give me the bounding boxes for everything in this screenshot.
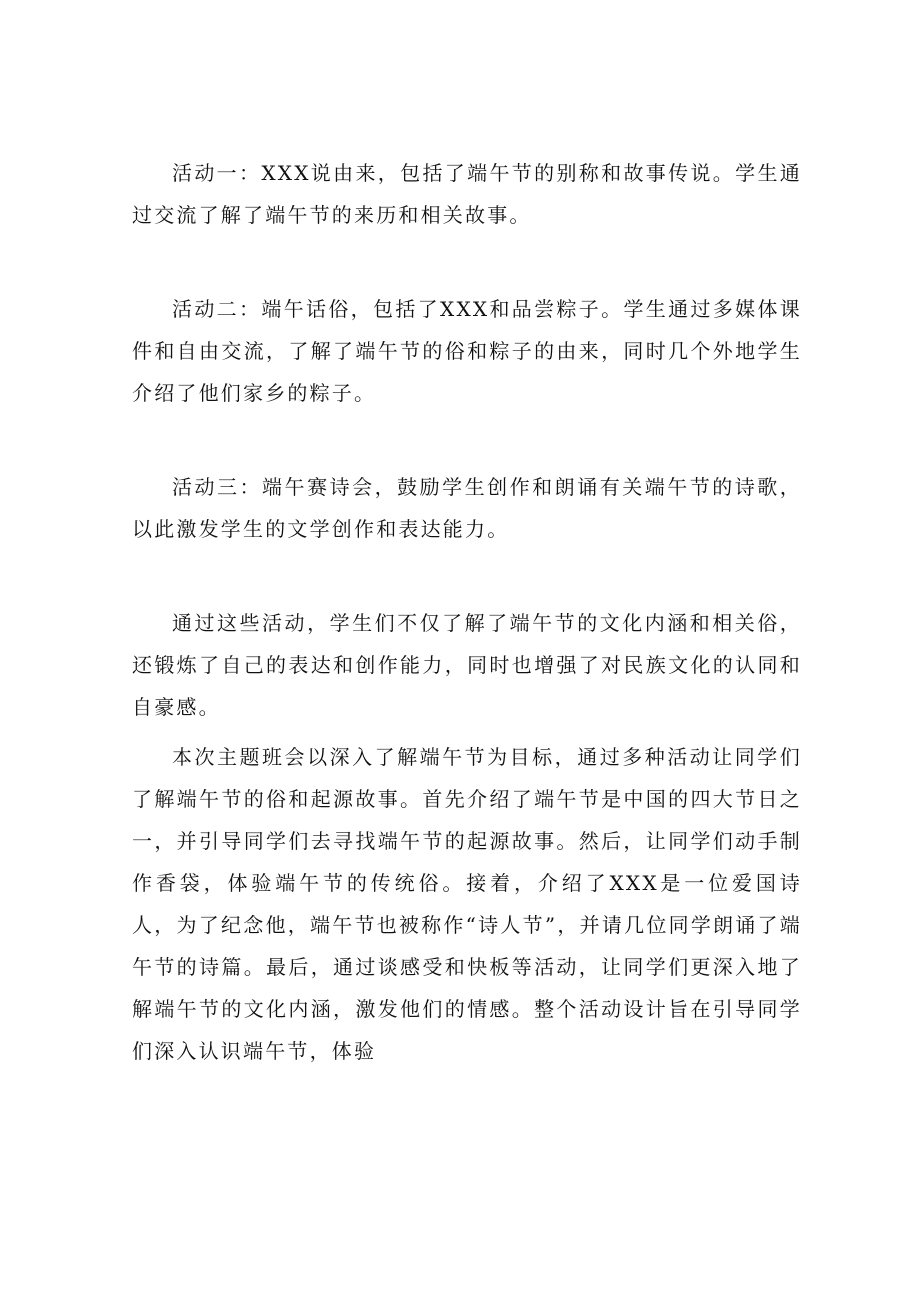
paragraph-summary: 通过这些活动，学生们不仅了解了端午节的文化内涵和相关俗，还锻炼了自己的表达和创作能力，同时也增强了对民族文化的认同和自豪感。 <box>132 611 802 719</box>
paragraph-activity-two: 活动二：端午话俗，包括了XXX和品尝粽子。学生通过多媒体课件和自由交流，了解了端午节的俗和粽子的由来，同时几个外地学生介绍了他们家乡的粽子。 <box>132 297 802 405</box>
paragraph-activity-three: 活动三：端午赛诗会，鼓励学生创作和朗诵有关端午节的诗歌，以此激发学生的文学创作和表达能力。 <box>132 475 802 541</box>
paragraph-activity-one: 活动一：XXX说由来，包括了端午节的别称和故事传说。学生通过交流了解了端午节的来历和相关故事。 <box>132 161 802 227</box>
paragraph-class-meeting: 本次主题班会以深入了解端午节为目标，通过多种活动让同学们了解端午节的俗和起源故事。首先介绍了端午节是中国的四大节日之一，并引导同学们去寻找端午节的起源故事。然后，让同学们动手制作香袋，体验端午节的传统俗。接着，介绍了XXX是一位爱国诗人，为了纪念他，端午节也被称作“诗人节”，并请几位同学朗诵了端午节的诗篇。最后，通过谈感受和快板等活动，让同学们更深入地了解端午节的文化内涵，激发他们的情感。整个活动设计旨在引导同学们深入认识端午节，体验 <box>132 745 802 1063</box>
document-body <box>132 152 802 1072</box>
